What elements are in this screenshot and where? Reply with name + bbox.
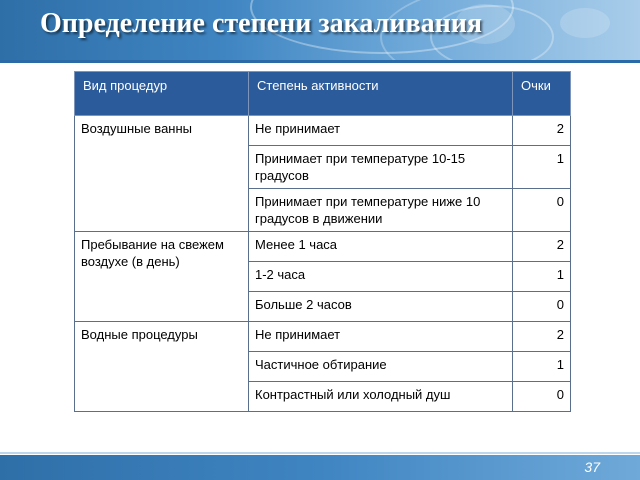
score-cell: 0 (513, 382, 571, 412)
score-cell: 2 (513, 116, 571, 146)
page-number: 37 (584, 459, 600, 475)
header-points: Очки (513, 72, 571, 116)
table-row (75, 322, 571, 352)
procedure-cell: Пребывание на свежем воздухе (в день) (75, 232, 249, 322)
table-row (75, 232, 571, 262)
header-activity-level: Степень активности (249, 72, 513, 116)
activity-cell: Принимает при температуре 10-15 градусов (249, 146, 513, 189)
activity-cell: 1-2 часа (249, 262, 513, 292)
activity-cell: Не принимает (249, 116, 513, 146)
table-row (75, 116, 571, 146)
slide-header (0, 0, 640, 60)
activity-cell: Частичное обтирание (249, 352, 513, 382)
header-figure-decoration (560, 8, 610, 38)
score-cell: 1 (513, 146, 571, 189)
score-cell: 1 (513, 352, 571, 382)
footer-divider (0, 452, 640, 454)
slide-footer (0, 455, 640, 480)
table-header-row (75, 72, 571, 116)
slide-title: Определение степени закаливания (40, 8, 482, 39)
procedure-cell: Воздушные ванны (75, 116, 249, 232)
activity-cell: Контрастный или холодный душ (249, 382, 513, 412)
header-divider (0, 60, 640, 63)
score-cell: 1 (513, 262, 571, 292)
score-cell: 2 (513, 232, 571, 262)
activity-cell: Больше 2 часов (249, 292, 513, 322)
hardening-score-table (74, 71, 571, 412)
header-procedure-type: Вид процедур (75, 72, 249, 116)
score-cell: 0 (513, 189, 571, 232)
activity-cell: Не принимает (249, 322, 513, 352)
procedure-cell: Водные процедуры (75, 322, 249, 412)
score-cell: 2 (513, 322, 571, 352)
activity-cell: Принимает при температуре ниже 10 градусов в движении (249, 189, 513, 232)
score-cell: 0 (513, 292, 571, 322)
activity-cell: Менее 1 часа (249, 232, 513, 262)
